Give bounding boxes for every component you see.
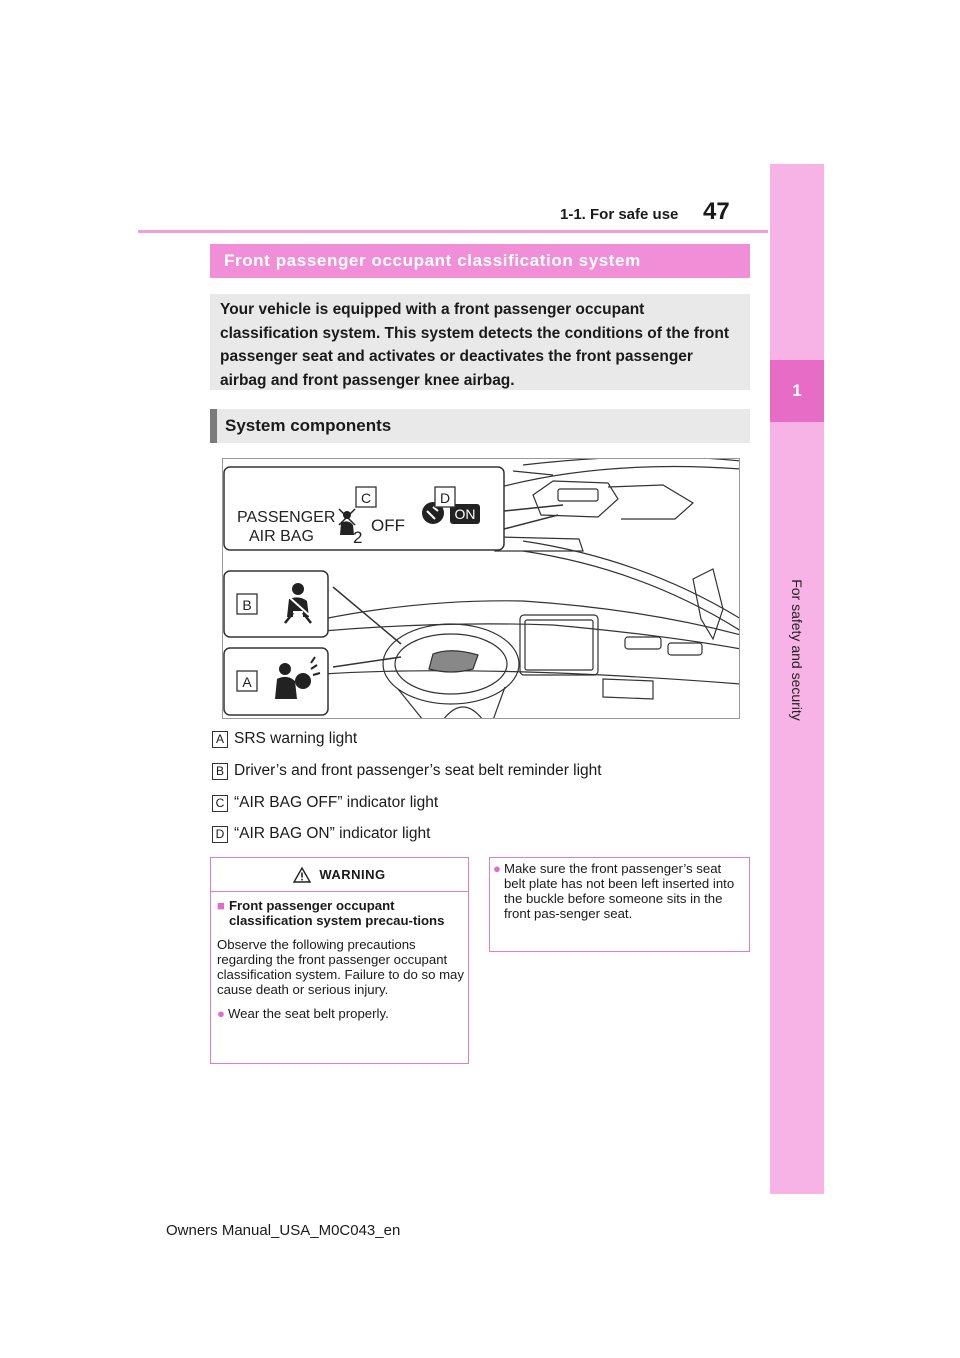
warning-bullet [217,1006,464,1021]
legend-item-c [212,792,692,814]
warning-header [211,858,468,892]
callout-d: D [439,490,451,506]
warning-heading: WARNING [319,867,386,882]
section-banner: Front passenger occupant classification system [210,244,750,278]
legend-text: “AIR BAG ON” indicator light [234,825,431,842]
warning-box [210,857,469,1064]
warning-subheading [217,898,464,928]
warning-continued-box [489,857,750,952]
legend-text: “AIR BAG OFF” indicator light [234,794,439,811]
warning-bullet [493,861,743,921]
legend-key: B [212,763,228,780]
panel-label-line2: AIR BAG [249,528,314,545]
warning-bullet-text: Make sure the front passenger’s seat belt plate has not been left inserted into the buckle before someone sits in the front pas-senger seat. [503,861,735,921]
circle-bullet-icon: ● [493,861,501,876]
legend-item-d [212,823,692,845]
callout-c: C [360,490,372,506]
footer-text: Owners Manual_USA_M0C043_en [166,1222,401,1239]
panel-label-line1: PASSENGER [237,509,336,526]
legend-key: A [212,731,228,748]
circle-bullet-icon: ● [217,1006,225,1021]
system-components-illustration [222,458,740,719]
callout-a: A [242,674,252,690]
legend-item-b [212,760,692,782]
legend-text: Driver’s and front passenger’s seat belt reminder light [234,762,602,779]
warning-triangle-icon [293,867,311,883]
legend-text: SRS warning light [234,730,358,747]
side-tab-title: For safety and security [789,579,805,721]
legend-item-a [212,728,692,750]
warning-text: Observe the following precautions regarding the front passenger occupant classification system. Failure to do so may cause death or serious injury. [217,937,464,997]
section-header: 1-1. For safe use [560,206,679,223]
chapter-number-tab: 1 [770,360,824,422]
page-number: 47 [703,198,730,225]
header-rule [138,230,768,233]
legend-key: D [212,826,228,843]
dashboard-drawing [223,459,740,719]
warning-bullet-text: Wear the seat belt properly. [227,1006,389,1021]
subheading: System components [210,409,750,443]
seat-number: 2 [353,528,363,547]
warning-subheading-text: Front passenger occupant classification system precau-tions [228,898,445,928]
on-text: ON [454,506,476,522]
legend-key: C [212,795,228,812]
intro-text: Your vehicle is equipped with a front passenger occupant classification system. This system detects the conditions of the front passenger seat and activates or deactivates the front passenger airbag and front passenger knee airbag. [210,294,750,390]
callout-b: B [242,597,252,613]
off-text: OFF [371,516,405,535]
square-bullet-icon: ■ [217,898,225,913]
